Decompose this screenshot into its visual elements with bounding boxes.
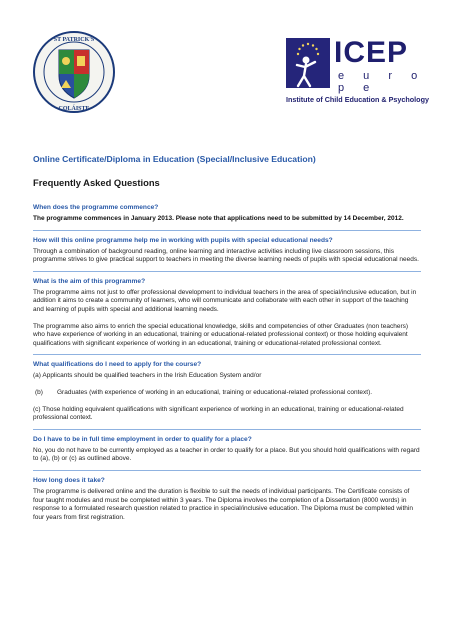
college-crest-logo xyxy=(32,28,116,118)
person-figure-icon xyxy=(286,38,330,88)
faq-section-qualifications xyxy=(33,360,421,422)
faq-answer: The programme is delivered online and the duration is flexible to suit the needs of individual participants. The Certificate consists of four taught modules and must be completed within 3 years. The Diploma involves the completion of a Dissertation (8000 words) in response to a formulated research question related to practice in special/inclusive education. The Diploma must be completed within four years from first registration. xyxy=(33,487,413,521)
qualification-item-b xyxy=(33,389,421,398)
faq-section-commence xyxy=(33,203,421,224)
faq-question: How will this online programme help me in working with pupils with special educational needs? xyxy=(33,236,333,244)
section-divider xyxy=(33,271,421,272)
svg-text:ST PATRICK'S: ST PATRICK'S xyxy=(53,37,95,43)
icep-logo-mark xyxy=(286,38,330,88)
faq-answer: The programme commences in January 2013. Please note that applications need to be submitted by 14 December, 2012. xyxy=(33,215,404,222)
faq-content xyxy=(33,154,421,522)
faq-section-employment xyxy=(33,435,421,464)
qualification-item-c: (c) Those holding equivalent qualifications with significant experience of working in an educational, training or educational-related professional context. xyxy=(33,405,404,422)
item-label: (b) xyxy=(35,388,43,396)
faq-question: What is the aim of this programme? xyxy=(33,277,146,285)
section-divider xyxy=(33,470,421,471)
item-text: Graduates (with experience of working in an educational, training or educational-related professional context). xyxy=(57,388,373,396)
faq-question: Do I have to be in full time employment in order to qualify for a place? xyxy=(33,435,252,443)
faq-answer: Through a combination of background reading, online learning and interactive activities including live classroom sessions, this programme strives to give practical support to teachers in meeting the diverse learning needs of pupils with special educational needs. xyxy=(33,247,419,264)
faq-section-duration xyxy=(33,476,421,522)
faq-section-aim xyxy=(33,277,421,349)
icep-tagline: Institute of Child Education & Psychology xyxy=(286,95,429,104)
faq-section-help xyxy=(33,236,421,265)
document-title: Online Certificate/Diploma in Education (Special/Inclusive Education) xyxy=(33,154,316,164)
icep-europe-text: e u r o p e xyxy=(338,70,426,94)
section-divider xyxy=(33,429,421,430)
faq-answer: The programme aims not just to offer professional development to individual teachers in the area of special/inclusive education, but in addition it aims to create a community of learners, who will communicate and collaborate with each other in support of the teaching and learning of pupils with special and additional learning needs. xyxy=(33,288,417,313)
faq-answer: (a) Applicants should be qualified teachers in the Irish Education System and/or xyxy=(33,372,262,380)
icep-europe-logo xyxy=(286,36,429,110)
document-subtitle: Frequently Asked Questions xyxy=(33,177,160,188)
section-divider xyxy=(33,230,421,231)
icep-wordmark: ICEP xyxy=(334,36,409,69)
faq-answer-continued: The programme also aims to enrich the special educational knowledge, skills and competencies of other Graduates (non teachers) who have experience of working in an educational, training or educational-related professional context) or those holding equivalent qualifications with significant experience of working in an educational, training or educational-related professional context. xyxy=(33,322,409,347)
faq-question: What qualifications do I need to apply for the course? xyxy=(33,361,202,369)
section-divider xyxy=(33,354,421,355)
svg-text:COLÁISTE: COLÁISTE xyxy=(58,106,90,112)
faq-question: When does the programme commence? xyxy=(33,204,159,211)
faq-answer: No, you do not have to be currently employed as a teacher in order to qualify for a place. But you should hold qualifications with regard to (a), (b) or (c) as outlined above. xyxy=(33,446,420,463)
faq-question: How long does it take? xyxy=(33,476,105,484)
